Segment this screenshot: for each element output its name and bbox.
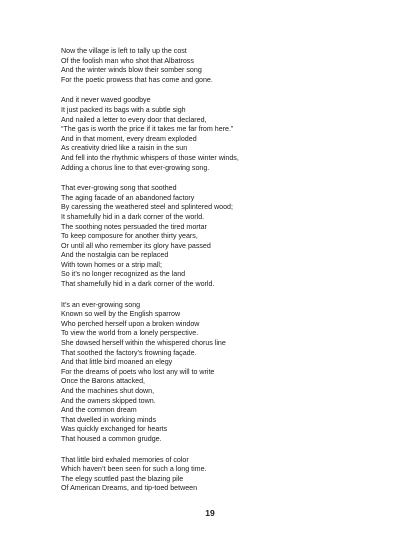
poem-line: By caressing the weathered steel and splintered wood;: [61, 203, 233, 212]
poem-line: And that little bird moaned an elegy: [61, 358, 173, 367]
poem-line: Adding a chorus line to that ever-growing song.: [61, 163, 210, 172]
poem-line: And the machines shut down,: [61, 387, 155, 395]
poem-line: To keep composure for another thirty years,: [61, 232, 198, 241]
poem-line: She dowsed herself within the whispered chorus line: [61, 339, 226, 348]
poem-line: That little bird exhaled memories of color: [61, 455, 189, 464]
page-number: 19: [205, 508, 215, 518]
poem-line: And it never waved goodbye: [61, 96, 151, 105]
stanza: [61, 96, 381, 173]
poem-line: And in that moment, every dream exploded: [61, 134, 197, 143]
poem-line: And the common dream: [61, 406, 137, 415]
poem-line: Known so well by the English sparrow: [61, 310, 181, 319]
poem-line: With town homes or a strip mall;: [61, 260, 162, 269]
stanza: [61, 47, 381, 85]
poem-line: Or until all who remember its glory have passed: [61, 241, 211, 250]
poem-line: That soothed the factory’s frowning façade.: [61, 348, 197, 357]
poem-line: Was quickly exchanged for hearts: [61, 425, 168, 434]
poem-line: It’s an ever-growing song: [61, 300, 141, 309]
poem-line: The soothing notes persuaded the tired mortar: [61, 222, 207, 231]
poem-line: Of the foolish man who shot that Albatross: [61, 56, 194, 65]
poem-body: [61, 47, 381, 505]
poem-line: For the dreams of poets who lost any will to write: [61, 367, 215, 376]
poem-line: That housed a common grudge.: [61, 434, 162, 443]
poem-line: And the winter winds blow their somber song: [61, 66, 202, 75]
poem-line: Of American Dreams, and tip-toed between: [61, 484, 198, 493]
poem-line: That ever-growing song that soothed: [61, 184, 177, 193]
poem-line: And the nostalgia can be replaced: [61, 251, 169, 260]
poem-line: For the poetic prowess that has come and gone.: [61, 75, 213, 84]
stanza: [61, 184, 381, 290]
poem-line: That dwelled in working minds: [61, 415, 157, 424]
poem-line: And the owners skipped town.: [61, 396, 156, 405]
poem-line: It just packed its bags with a subtle sigh: [61, 105, 186, 114]
poem-line: And fell into the rhythmic whispers of those winter winds,: [61, 153, 239, 162]
poem-line: The aging facade of an abandoned factory: [61, 193, 195, 202]
poem-line: Which haven’t been seen for such a long time.: [61, 465, 207, 474]
poem-line: Who perched herself upon a broken window: [61, 319, 200, 328]
poem-line: So it’s no longer recognized as the land: [61, 270, 186, 279]
poem-line: And nailed a letter to every door that declared,: [61, 115, 207, 124]
poem-line: It shamefully hid in a dark corner of the world.: [61, 212, 205, 221]
poem-line: “The gas is worth the price if it takes me far from here.”: [61, 125, 234, 134]
stanza: [61, 456, 381, 494]
poem-line: The elegy scuttled past the blazing pile: [61, 474, 184, 483]
poem-line: As creativity dried like a raisin in the sun: [61, 144, 188, 153]
stanza: [61, 301, 381, 445]
poem-line: To view the world from a lonely perspective.: [61, 329, 199, 338]
poem-line: That shamefully hid in a dark corner of the world.: [61, 280, 215, 289]
poem-line: Once the Barons attacked,: [61, 377, 145, 386]
poem-line: Now the village is left to tally up the cost: [61, 47, 187, 55]
